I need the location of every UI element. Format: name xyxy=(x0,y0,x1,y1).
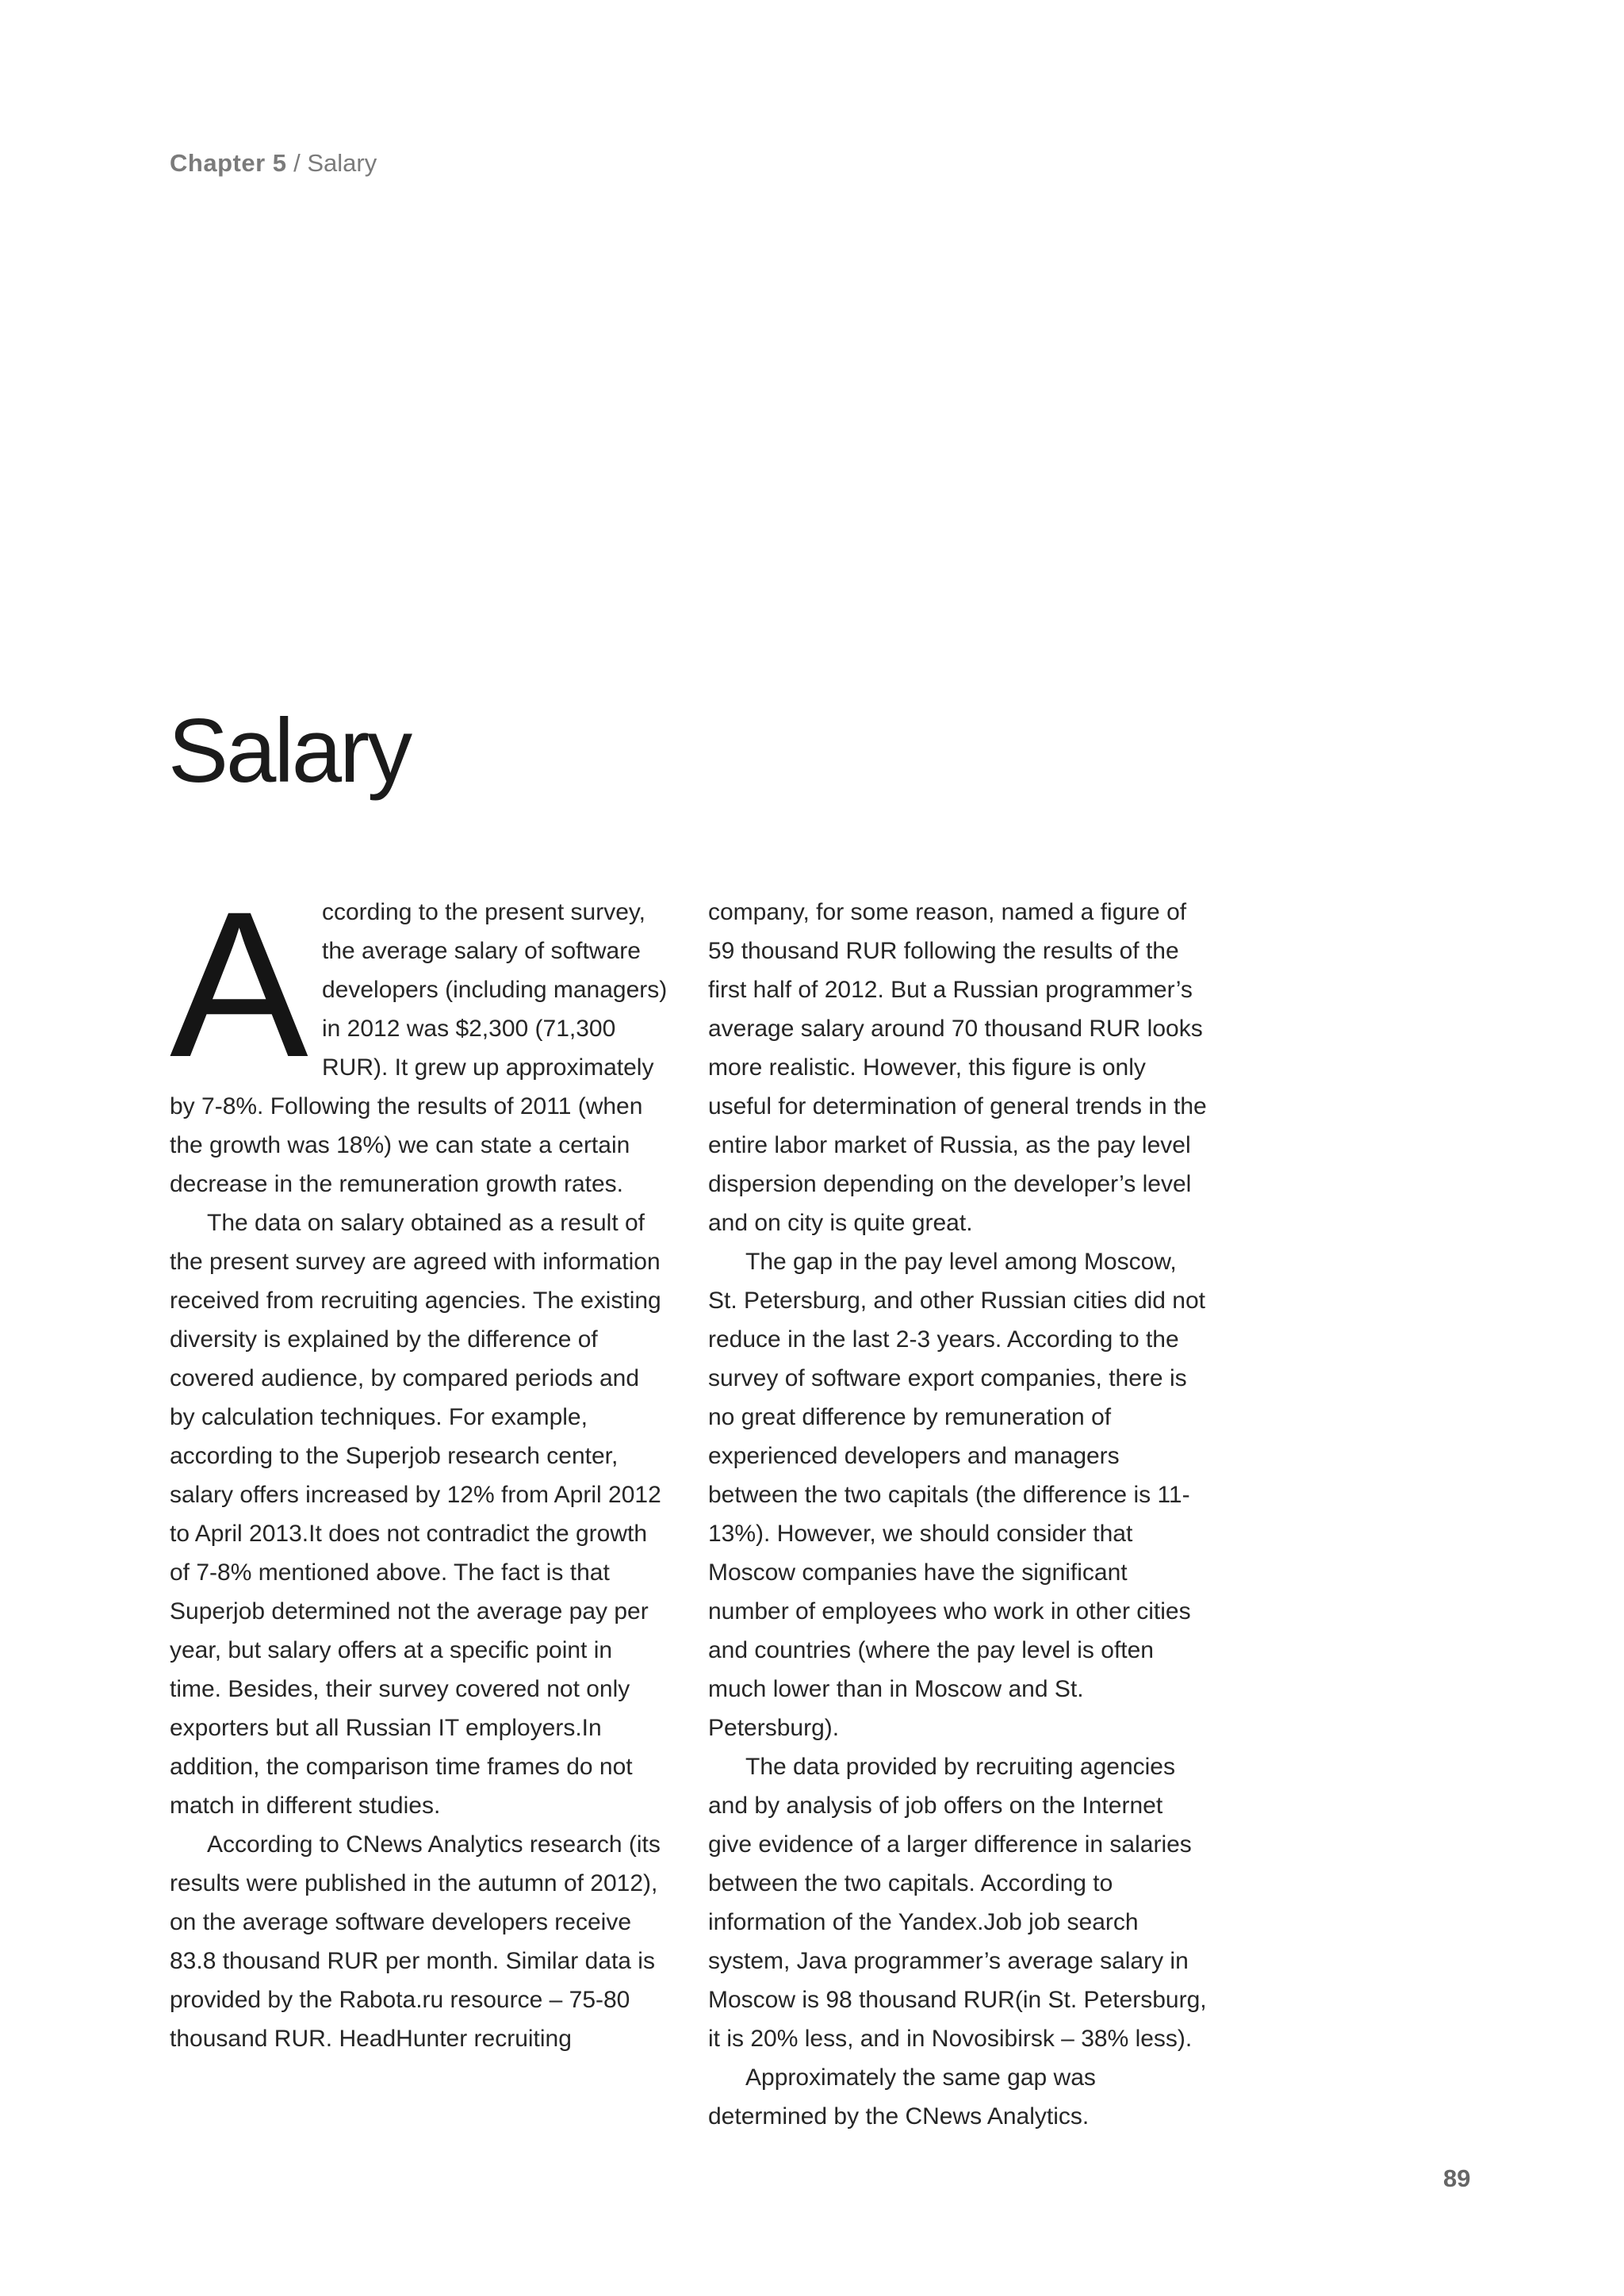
body-paragraph-2: The data on salary obtained as a result of the present survey are agreed with information received from recruiting agencies. The existing diversity is explained by the difference of covered audience, by compared periods and by calculation techniques. For example, according to the Superjob research center, salary offers increased by 12% from April 2012 to April 2013.It does not contradict the growth of 7-8% mentioned above. The fact is that Superjob determined not the average pay per year, but salary offers at a specific point in time. Besides, their survey covered not only exporters but all Russian IT employers.In addition, the comparison time frames do not match in different studies. xyxy=(170,1210,661,1819)
text-column-left xyxy=(170,868,669,2058)
body-paragraph-3-start: According to CNews Analytics research (its results were published in the autumn of 2012), on the average software developers receive 83.8 thousand RUR per month. Similar data is provided by the Rabota.ru resource – 75-80 thousand RUR. HeadHunter recruiting xyxy=(170,1831,661,2052)
running-head-chapter: Chapter 5 xyxy=(170,149,287,177)
body-paragraph-4: The gap in the pay level among Moscow, St. Petersburg, and other Russian cities did not reduce in the last 2-3 years. According to the survey of software export companies, there is no great difference by remuneration of experienced developers and managers between the two capitals (the difference is 11-13%). However, we should consider that Moscow companies have the significant number of employees who work in other cities and countries (where the pay level is often much lower than in Moscow and St. Petersburg). xyxy=(708,1249,1206,1741)
body-paragraph-1 xyxy=(170,868,669,1203)
running-head-separator: / xyxy=(286,149,308,177)
body-paragraph-3-continued: company, for some reason, named a figure of 59 thousand RUR following the results of the first half of 2012. But a Russian programmer’s average salary around 70 thousand RUR looks more realistic. However, this figure is only useful for determination of general trends in the entire labor market of Russia, as the pay level dispersion depending on the developer’s level and on city is quite great. xyxy=(708,899,1207,1236)
page-title: Salary xyxy=(168,701,411,802)
body-paragraph-1-text: ccording to the present survey, the average salary of software developers (including managers) in 2012 was $2,300 (71,300 RUR). It grew up approximately by 7-8%. Following the results of 2011 (when the growth was 18%) we can state a certain decrease in the remuneration growth rates. xyxy=(170,899,668,1197)
running-head-section: Salary xyxy=(307,149,377,177)
drop-cap: A xyxy=(170,868,304,1100)
body-paragraph-5: The data provided by recruiting agencies and by analysis of job offers on the Internet give evidence of a larger difference in salaries between the two capitals. According to information of the Yandex.Job job search system, Java programmer’s average salary in Moscow is 98 thousand RUR(in St. Petersburg, it is 20% less, and in Novosibirsk – 38% less). xyxy=(708,1754,1207,2052)
running-head xyxy=(170,147,377,179)
text-column-right xyxy=(708,893,1208,2136)
body-paragraph-6: Approximately the same gap was determined by the CNews Analytics. xyxy=(708,2064,1096,2130)
page-number: 89 xyxy=(1443,2164,1471,2192)
